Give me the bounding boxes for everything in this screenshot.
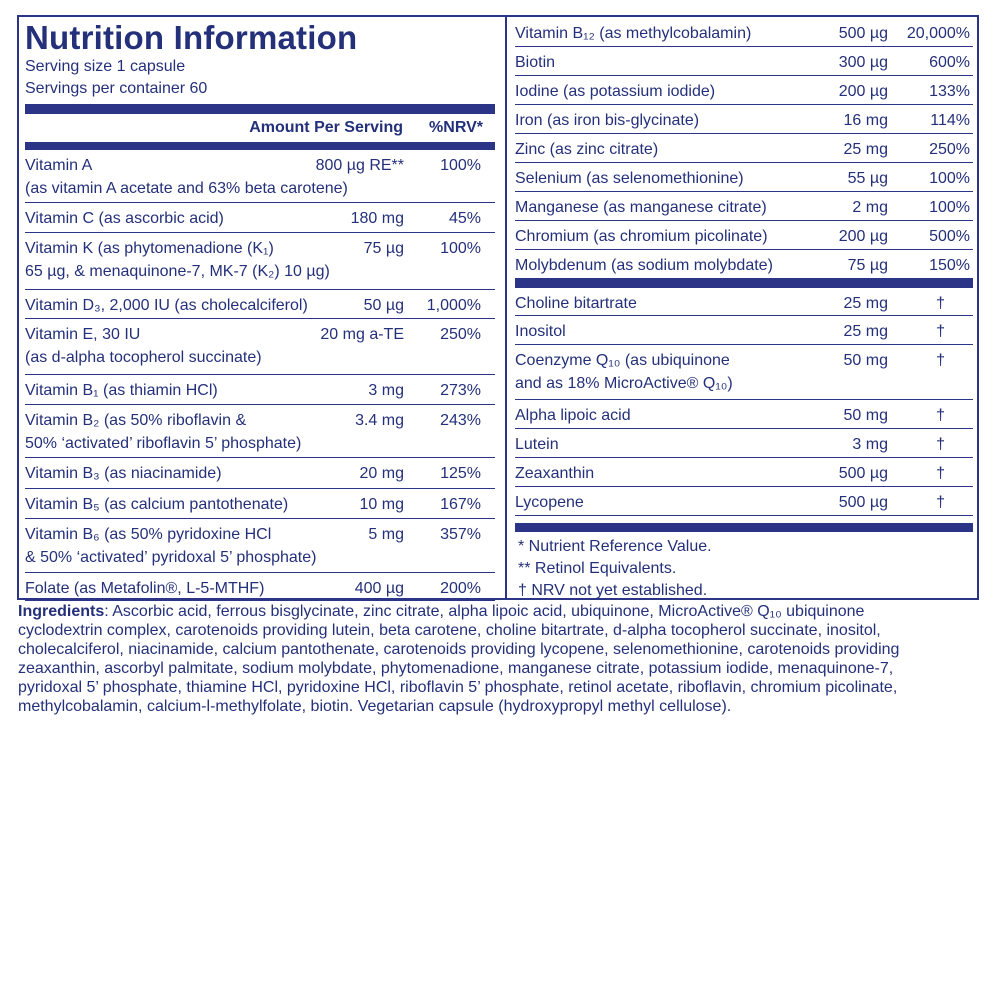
nutrient-nrv: 357% xyxy=(440,526,481,543)
nutrient-row xyxy=(515,250,973,279)
nutrient-nrv: † xyxy=(936,407,945,424)
nutrient-amount: 500 µg xyxy=(838,465,888,482)
nutrient-name-continued: 50% ‘activated’ riboflavin 5’ phosphate) xyxy=(25,435,302,452)
footnote-nrv: * Nutrient Reference Value. xyxy=(518,538,712,555)
nutrient-name: Vitamin B₁₂ (as methylcobalamin) xyxy=(515,25,752,42)
nutrient-amount: 50 mg xyxy=(843,407,888,424)
nutrient-nrv: 100% xyxy=(929,170,970,187)
nutrient-row xyxy=(25,203,495,233)
nutrient-name-continued: and as 18% MicroActive® Q₁₀) xyxy=(515,375,733,392)
nutrient-name: Coenzyme Q₁₀ (as ubiquinone xyxy=(515,352,730,369)
nutrient-nrv: 45% xyxy=(448,210,481,227)
panel-title: Nutrition Information xyxy=(25,19,358,56)
nutrient-name-continued: (as d-alpha tocopherol succinate) xyxy=(25,349,262,366)
nutrient-amount: 25 mg xyxy=(843,323,888,340)
nutrient-amount: 16 mg xyxy=(843,112,888,129)
nutrient-row xyxy=(515,76,973,105)
nutrient-amount: 500 µg xyxy=(838,25,888,42)
nutrient-name: Lycopene xyxy=(515,494,584,511)
nutrient-name: Zeaxanthin xyxy=(515,465,595,482)
nutrient-name: Zinc (as zinc citrate) xyxy=(515,141,659,158)
nutrient-nrv: † xyxy=(936,352,945,369)
nutrient-name-continued: (as vitamin A acetate and 63% beta carotene) xyxy=(25,180,348,197)
nutrient-nrv: 250% xyxy=(929,141,970,158)
nutrient-row xyxy=(25,233,495,290)
nutrient-row xyxy=(515,400,973,429)
nutrient-row xyxy=(25,319,495,375)
serving-size: Serving size 1 capsule xyxy=(25,58,186,75)
nutrient-amount: 200 µg xyxy=(838,228,888,245)
ingredients-paragraph xyxy=(18,602,978,716)
nutrient-nrv: 167% xyxy=(440,496,481,513)
nutrient-amount: 50 µg xyxy=(363,297,404,314)
nutrient-row xyxy=(515,316,973,345)
nutrient-amount: 75 µg xyxy=(363,240,404,257)
nutrient-name: Selenium (as selenomethionine) xyxy=(515,170,744,187)
column-divider xyxy=(505,15,507,600)
nutrient-amount: 10 mg xyxy=(359,496,404,513)
thick-rule xyxy=(25,104,495,114)
nutrient-name: Vitamin B₆ (as 50% pyridoxine HCl xyxy=(25,526,272,543)
nutrient-amount: 2 mg xyxy=(852,199,888,216)
nutrient-name: Vitamin K (as phytomenadione (K₁) xyxy=(25,240,274,257)
nrv-header: %NRV* xyxy=(429,119,483,136)
nutrient-nrv: 125% xyxy=(440,465,481,482)
nutrient-row xyxy=(515,288,973,316)
ingredients-line: methylcobalamin, calcium-l-methylfolate, biotin. Vegetarian capsule (hydroxypropyl methyl cellulose). xyxy=(18,698,732,715)
nutrient-amount: 3 mg xyxy=(368,382,404,399)
nutrient-amount: 5 mg xyxy=(368,526,404,543)
nutrient-name-continued: & 50% ‘activated’ pyridoxal 5’ phosphate) xyxy=(25,549,317,566)
footnotes xyxy=(515,532,973,602)
nutrient-row xyxy=(515,345,973,400)
nutrient-nrv: 273% xyxy=(440,382,481,399)
nutrient-amount: 20 mg a-TE xyxy=(320,326,404,343)
nutrient-name: Vitamin B₃ (as niacinamide) xyxy=(25,465,222,482)
nutrient-name: Vitamin B₂ (as 50% riboflavin & xyxy=(25,412,247,429)
nutrient-name: Vitamin A xyxy=(25,157,93,174)
nutrient-row xyxy=(25,150,495,203)
nutrient-row xyxy=(515,458,973,487)
nutrient-amount: 55 µg xyxy=(847,170,888,187)
nutrient-name: Vitamin D₃, 2,000 IU (as cholecalciferol) xyxy=(25,297,308,314)
ingredients-line: zeaxanthin, ascorbyl palmitate, sodium molybdate, phytomenadione, manganese citrate, potassium iodide, menaquinone-7, xyxy=(18,660,894,677)
nutrient-name: Biotin xyxy=(515,54,556,71)
nutrient-name-continued: 65 µg, & menaquinone-7, MK-7 (K₂) 10 µg) xyxy=(25,263,330,280)
nutrient-amount: 3 mg xyxy=(852,436,888,453)
nutrient-nrv: 1,000% xyxy=(426,297,481,314)
nutrient-name: Chromium (as chromium picolinate) xyxy=(515,228,768,245)
nutrient-row xyxy=(515,487,973,516)
nutrient-name: Choline bitartrate xyxy=(515,295,637,312)
nutrient-amount: 800 µg RE** xyxy=(315,157,404,174)
nutrient-row xyxy=(25,375,495,405)
nutrient-nrv: 20,000% xyxy=(906,25,970,42)
nutrient-row xyxy=(25,573,495,601)
nutrient-amount: 50 mg xyxy=(843,352,888,369)
ingredients-line: cholecalciferol, niacinamide, calcium pantothenate, carotenoids providing lycopene, selenomethionine, carotenoids providing xyxy=(18,641,900,658)
nutrient-nrv: 150% xyxy=(929,257,970,274)
right-nutrient-list xyxy=(515,18,973,279)
nutrient-row xyxy=(515,163,973,192)
table-header xyxy=(25,114,495,142)
nutrient-row xyxy=(515,221,973,250)
nutrient-nrv: 500% xyxy=(929,228,970,245)
nutrient-amount: 25 mg xyxy=(843,141,888,158)
nutrient-name: Vitamin C (as ascorbic acid) xyxy=(25,210,224,227)
footnote-dagger: † NRV not yet established. xyxy=(518,582,708,599)
nutrient-amount: 75 µg xyxy=(847,257,888,274)
nutrient-nrv: † xyxy=(936,295,945,312)
left-nutrient-list xyxy=(25,150,495,601)
nutrient-row xyxy=(25,458,495,489)
nutrient-row xyxy=(515,429,973,458)
nutrient-amount: 500 µg xyxy=(838,494,888,511)
footnote-retinol: ** Retinol Equivalents. xyxy=(518,560,677,577)
nutrient-name: Vitamin B₁ (as thiamin HCl) xyxy=(25,382,218,399)
nutrient-amount: 20 mg xyxy=(359,465,404,482)
nutrient-nrv: 100% xyxy=(929,199,970,216)
nutrient-row xyxy=(25,519,495,573)
nutrient-amount: 25 mg xyxy=(843,295,888,312)
nutrient-name: Molybdenum (as sodium molybdate) xyxy=(515,257,773,274)
nutrient-nrv: 133% xyxy=(929,83,970,100)
ingredients-label: Ingredients xyxy=(18,603,105,620)
nutrient-row xyxy=(25,290,495,319)
nutrient-row xyxy=(515,18,973,47)
nutrient-name: Folate (as Metafolin®, L-5-MTHF) xyxy=(25,580,265,597)
nutrient-name: Lutein xyxy=(515,436,559,453)
nutrient-amount: 300 µg xyxy=(838,54,888,71)
nutrient-name: Manganese (as manganese citrate) xyxy=(515,199,767,216)
nutrient-row xyxy=(515,105,973,134)
right-other-list xyxy=(515,288,973,516)
thick-rule xyxy=(515,279,973,288)
nutrient-row xyxy=(515,134,973,163)
nutrient-nrv: 114% xyxy=(930,112,970,129)
nutrient-nrv: † xyxy=(936,494,945,511)
ingredients-line: pyridoxal 5’ phosphate, thiamine HCl, pyridoxine HCl, riboflavin 5’ phosphate, retinol acetate, riboflavin, chromium picolinate, xyxy=(18,679,898,696)
nutrient-nrv: 600% xyxy=(929,54,970,71)
nutrient-row xyxy=(25,489,495,519)
ingredients-line: cyclodextrin complex, carotenoids providing lutein, beta carotene, choline bitartrate, d-alpha tocopherol succinate, inositol, xyxy=(18,622,881,639)
nutrient-amount: 400 µg xyxy=(354,580,404,597)
nutrient-name: Iodine (as potassium iodide) xyxy=(515,83,716,100)
ingredients-line: Ingredients: Ascorbic acid, ferrous bisglycinate, zinc citrate, alpha lipoic acid, ubiquinone, MicroActive® Q₁₀ ubiquinone xyxy=(18,603,865,620)
nutrient-nrv: † xyxy=(936,465,945,482)
servings-per-container: Servings per container 60 xyxy=(25,80,208,97)
nutrient-row xyxy=(515,192,973,221)
right-column xyxy=(515,18,973,602)
nutrient-name: Vitamin E, 30 IU xyxy=(25,326,141,343)
nutrient-amount: 200 µg xyxy=(838,83,888,100)
nutrient-nrv: 100% xyxy=(440,157,481,174)
nutrient-row xyxy=(515,47,973,76)
nutrient-nrv: † xyxy=(936,323,945,340)
nutrient-name: Iron (as iron bis-glycinate) xyxy=(515,112,700,129)
nutrient-nrv: 100% xyxy=(440,240,481,257)
thick-rule xyxy=(515,523,973,532)
nutrient-amount: 3.4 mg xyxy=(355,412,404,429)
nutrient-nrv: 200% xyxy=(440,580,481,597)
nutrient-name: Alpha lipoic acid xyxy=(515,407,631,424)
nutrient-nrv: 243% xyxy=(440,412,481,429)
nutrient-name: Vitamin B₅ (as calcium pantothenate) xyxy=(25,496,289,513)
nutrient-amount: 180 mg xyxy=(350,210,404,227)
left-column xyxy=(25,20,495,601)
nutrient-nrv: † xyxy=(936,436,945,453)
nutrient-row xyxy=(25,405,495,458)
thick-rule xyxy=(25,142,495,150)
amount-per-serving-header: Amount Per Serving xyxy=(249,119,403,136)
nutrient-name: Inositol xyxy=(515,323,566,340)
nutrient-nrv: 250% xyxy=(440,326,481,343)
